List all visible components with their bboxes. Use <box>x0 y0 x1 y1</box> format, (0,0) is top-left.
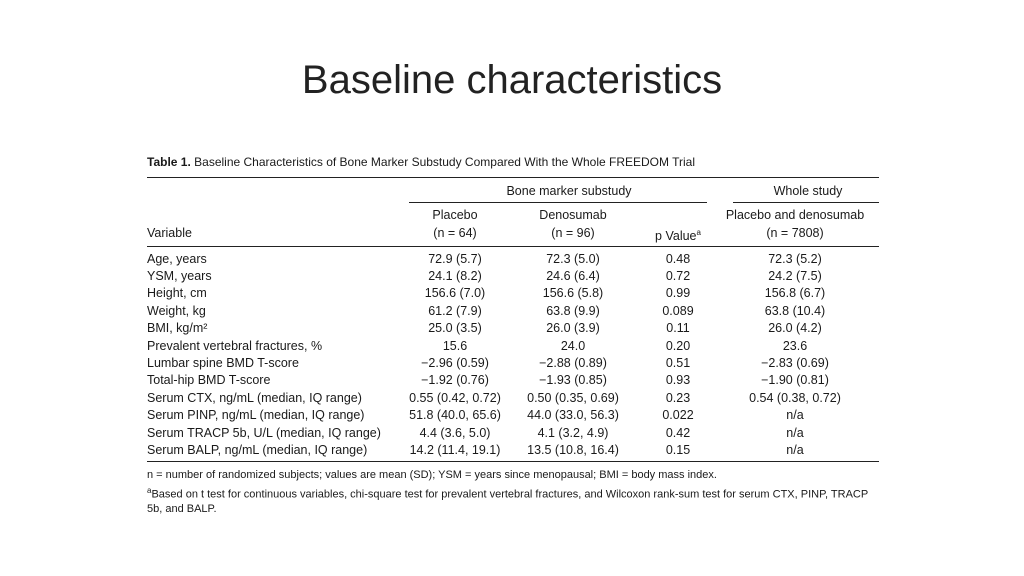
cell-variable: BMI, kg/m² <box>147 321 208 336</box>
cell-placebo: 72.9 (5.7) <box>428 251 482 266</box>
footnote-1: n = number of randomized subjects; values are mean (SD); YSM = years since menopausal; BMI = body mass index. <box>147 468 717 481</box>
slide-title: Baseline characteristics <box>301 58 723 102</box>
cell-placebo: −2.96 (0.59) <box>421 356 489 371</box>
col-whole-label: Placebo and denosumab <box>725 208 865 222</box>
cell-whole: −2.83 (0.69) <box>761 356 829 371</box>
col-denosumab-label: Denosumab <box>539 208 607 222</box>
cell-pvalue: 0.72 <box>665 269 691 284</box>
table-row <box>147 302 879 319</box>
cell-whole: n/a <box>786 425 804 440</box>
col-denosumab <box>501 206 645 242</box>
cell-pvalue: 0.51 <box>665 356 691 371</box>
table-caption <box>147 155 879 169</box>
cell-pvalue: 0.48 <box>665 251 691 266</box>
col-pvalue <box>645 224 711 245</box>
cell-placebo: 15.6 <box>442 338 468 353</box>
cell-pvalue: 0.42 <box>665 425 691 440</box>
cell-placebo: −1.92 (0.76) <box>421 373 489 388</box>
cell-whole: 0.54 (0.38, 0.72) <box>749 390 841 405</box>
column-group-header <box>147 178 879 202</box>
table-row <box>147 424 879 441</box>
cell-denosumab: 4.1 (3.2, 4.9) <box>537 425 609 440</box>
cell-variable: Age, years <box>147 251 207 266</box>
col-denosumab-n: (n = 96) <box>551 226 595 240</box>
cell-pvalue: 0.11 <box>666 321 690 336</box>
cell-pvalue: 0.15 <box>665 442 691 457</box>
cell-variable: Serum TRACP 5b, U/L (median, IQ range) <box>147 425 381 440</box>
cell-denosumab: 13.5 (10.8, 16.4) <box>527 442 619 457</box>
col-placebo <box>409 206 501 242</box>
cell-denosumab: 63.8 (9.9) <box>546 303 600 318</box>
cell-pvalue: 0.23 <box>665 390 691 405</box>
cell-denosumab: 24.6 (6.4) <box>546 269 600 284</box>
cell-denosumab: 0.50 (0.35, 0.69) <box>527 390 619 405</box>
cell-placebo: 51.8 (40.0, 65.6) <box>409 408 501 423</box>
col-pvalue-label: p Value <box>655 229 697 244</box>
table-row <box>147 337 879 354</box>
col-placebo-label: Placebo <box>432 208 478 222</box>
cell-placebo: 156.6 (7.0) <box>424 286 486 301</box>
cell-variable: Serum CTX, ng/mL (median, IQ range) <box>147 390 362 405</box>
table-row <box>147 250 879 267</box>
cell-whole: 156.8 (6.7) <box>764 286 826 301</box>
cell-whole: −1.90 (0.81) <box>761 373 829 388</box>
col-whole <box>711 206 879 242</box>
col-whole-n: (n = 7808) <box>766 226 824 240</box>
column-header <box>147 202 879 246</box>
cell-variable: Serum PINP, ng/mL (median, IQ range) <box>147 408 365 423</box>
table-caption-text: Baseline Characteristics of Bone Marker Substudy Compared With the Whole FREEDOM Trial <box>194 155 695 169</box>
cell-pvalue: 0.99 <box>665 286 691 301</box>
table-row <box>147 285 879 302</box>
table-row <box>147 372 879 389</box>
baseline-table <box>147 155 879 517</box>
footnote-2-text: Based on t test for continuous variables, chi-square test for prevalent vertebral fractures, and Wilcoxon rank-sum test for serum CTX, PINP, TRACP 5b, and BALP. <box>147 488 868 516</box>
table-row <box>147 441 879 458</box>
cell-placebo: 14.2 (11.4, 19.1) <box>409 442 501 457</box>
cell-placebo: 4.4 (3.6, 5.0) <box>419 425 491 440</box>
cell-whole: 72.3 (5.2) <box>768 251 822 266</box>
cell-whole: n/a <box>786 442 804 457</box>
cell-variable: Height, cm <box>147 286 207 301</box>
group-substudy-label: Bone marker substudy <box>506 184 632 198</box>
table-row <box>147 389 879 406</box>
cell-denosumab: 44.0 (33.0, 56.3) <box>527 408 619 423</box>
cell-placebo: 0.55 (0.42, 0.72) <box>409 390 501 405</box>
col-placebo-n: (n = 64) <box>433 226 477 240</box>
table-row <box>147 267 879 284</box>
cell-placebo: 61.2 (7.9) <box>428 303 482 318</box>
cell-pvalue: 0.022 <box>662 408 694 423</box>
cell-pvalue: 0.93 <box>665 373 691 388</box>
cell-pvalue: 0.20 <box>665 338 691 353</box>
cell-whole: 26.0 (4.2) <box>768 321 822 336</box>
cell-pvalue: 0.089 <box>662 303 694 318</box>
footnote-2 <box>147 483 879 518</box>
table-body <box>147 246 879 462</box>
cell-variable: Weight, kg <box>147 303 206 318</box>
cell-denosumab: 156.6 (5.8) <box>542 286 604 301</box>
table-row <box>147 320 879 337</box>
cell-placebo: 24.1 (8.2) <box>428 269 482 284</box>
col-variable: Variable <box>147 226 192 240</box>
cell-denosumab: 26.0 (3.9) <box>546 321 600 336</box>
cell-denosumab: 72.3 (5.0) <box>546 251 600 266</box>
cell-whole: 23.6 <box>782 338 808 353</box>
table-footnotes <box>147 468 879 518</box>
cell-variable: Total-hip BMD T-score <box>147 373 271 388</box>
cell-variable: Lumbar spine BMD T-score <box>147 356 299 371</box>
cell-whole: n/a <box>786 408 804 423</box>
table-caption-label: Table 1. <box>147 155 191 169</box>
cell-denosumab: −2.88 (0.89) <box>539 356 607 371</box>
footnote-2-sup: a <box>147 485 152 495</box>
cell-denosumab: −1.93 (0.85) <box>539 373 607 388</box>
cell-placebo: 25.0 (3.5) <box>428 321 482 336</box>
cell-variable: YSM, years <box>147 269 212 284</box>
col-pvalue-sup: a <box>696 228 701 237</box>
table-row <box>147 354 879 371</box>
cell-whole: 63.8 (10.4) <box>764 303 826 318</box>
cell-denosumab: 24.0 <box>560 338 586 353</box>
group-whole-label: Whole study <box>773 184 843 198</box>
cell-variable: Serum BALP, ng/mL (median, IQ range) <box>147 442 368 457</box>
cell-variable: Prevalent vertebral fractures, % <box>147 338 323 353</box>
cell-whole: 24.2 (7.5) <box>768 269 822 284</box>
table-row <box>147 407 879 424</box>
